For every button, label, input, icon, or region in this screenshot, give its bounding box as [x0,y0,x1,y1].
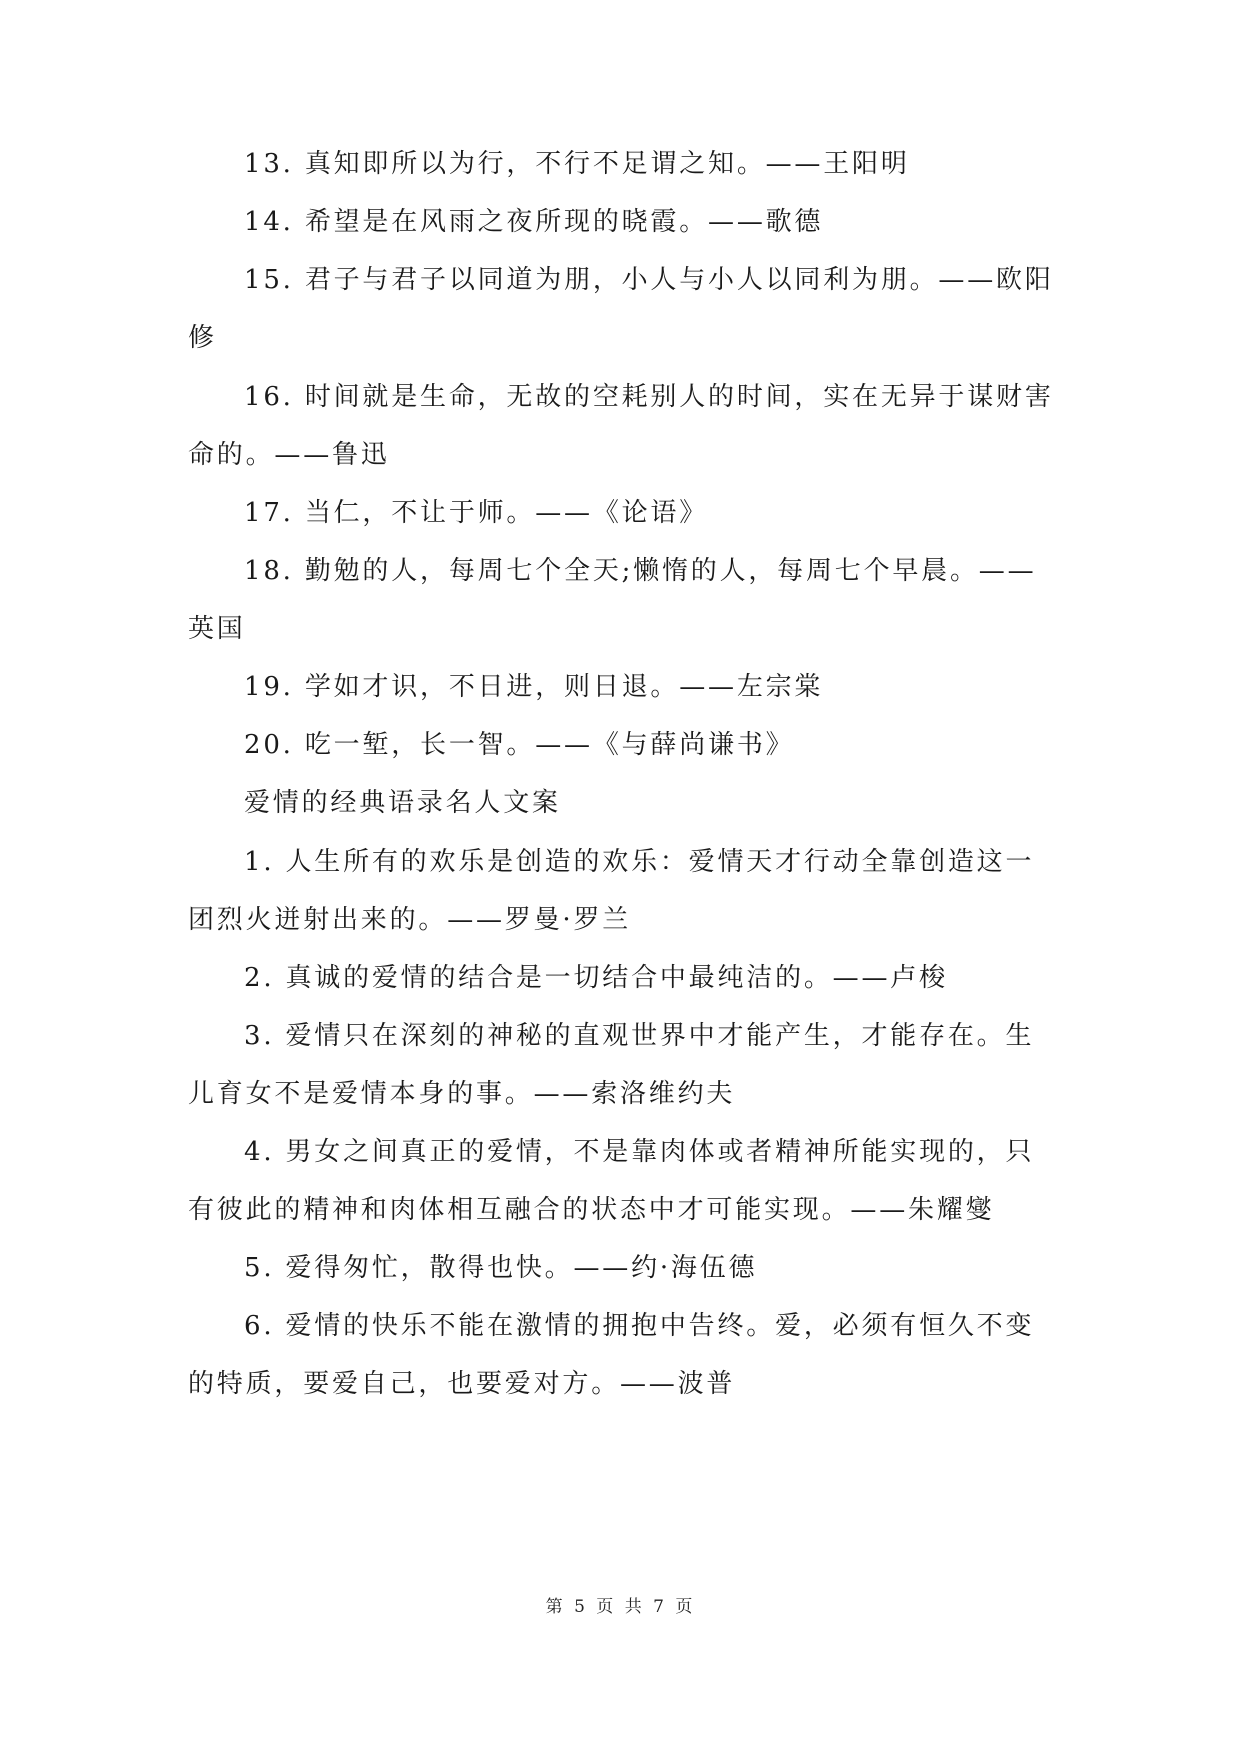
love-quote-6: 6. 爱情的快乐不能在激情的拥抱中告终。爱，必须有恒久不变 [244,1311,1035,1341]
quote-13: 13. 真知即所以为行，不行不足谓之知。——王阳明 [244,149,910,179]
section-heading: 爱情的经典语录名人文案 [244,788,561,818]
quote-17: 17. 当仁，不让于师。——《论语》 [244,498,709,528]
love-quote-5: 5. 爱得匆忙，散得也快。——约·海伍德 [244,1253,758,1283]
quote-15: 15. 君子与君子以同道为朋，小人与小人以同利为朋。——欧阳 [244,265,1054,295]
love-quote-6-continued: 的特质，要爱自己，也要爱对方。——波普 [188,1369,736,1399]
quote-18: 18. 勤勉的人，每周七个全天;懒惰的人，每周七个早晨。—— [244,556,1037,586]
page-number-footer: 第 5 页 共 7 页 [545,1597,696,1617]
quote-15-continued: 修 [188,323,217,353]
love-quote-1-continued: 团烈火迸射出来的。——罗曼·罗兰 [188,905,632,935]
love-quote-3: 3. 爱情只在深刻的神秘的直观世界中才能产生，才能存在。生 [244,1021,1035,1051]
quote-19: 19. 学如才识，不日进，则日退。——左宗棠 [244,672,824,702]
love-quote-4-continued: 有彼此的精神和肉体相互融合的状态中才可能实现。——朱耀燮 [188,1195,995,1225]
quote-16-continued: 命的。——鲁迅 [188,440,390,470]
love-quote-4: 4. 男女之间真正的爱情，不是靠肉体或者精神所能实现的，只 [244,1137,1035,1167]
love-quote-1: 1. 人生所有的欢乐是创造的欢乐：爱情天才行动全靠创造这一 [244,847,1035,877]
quote-20: 20. 吃一堑，长一智。——《与薛尚谦书》 [244,730,795,760]
love-quote-3-continued: 儿育女不是爱情本身的事。——索洛维约夫 [188,1079,736,1109]
love-quote-2: 2. 真诚的爱情的结合是一切结合中最纯洁的。——卢梭 [244,963,948,993]
quote-16: 16. 时间就是生命，无故的空耗别人的时间，实在无异于谋财害 [244,382,1054,412]
quote-14: 14. 希望是在风雨之夜所现的晓霞。——歌德 [244,207,824,237]
quote-18-continued: 英国 [188,614,246,644]
